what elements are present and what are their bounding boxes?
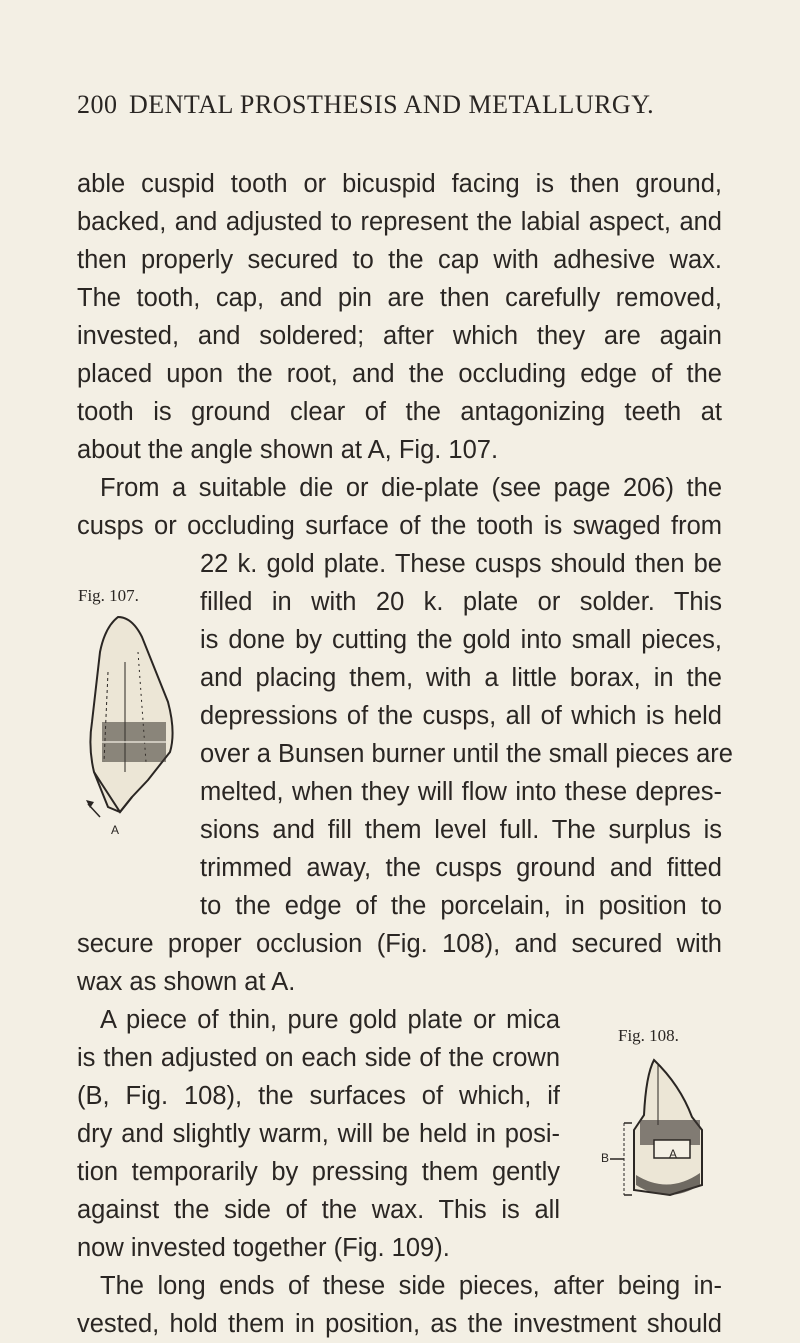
text-line: filled in with 20 k. plate or solder. This xyxy=(200,588,722,616)
text-line: now invested together (Fig. 109). xyxy=(77,1234,450,1262)
text-line: trimmed away, the cusps ground and fitted xyxy=(200,854,722,882)
running-header xyxy=(77,90,722,130)
figure-107-letter-a: A xyxy=(111,823,120,837)
figure-108-letter-a: A xyxy=(669,1147,678,1161)
text-line: The tooth, cap, and pin are then carefully removed, xyxy=(77,284,722,312)
text-line: is then adjusted on each side of the crown xyxy=(77,1044,560,1072)
text-line: tooth is ground clear of the antagonizing teeth at xyxy=(77,398,722,426)
text-line: about the angle shown at A, Fig. 107. xyxy=(77,436,499,464)
text-line: placed upon the root, and the occluding edge of the xyxy=(77,360,722,388)
running-title: DENTAL PROSTHESIS AND METALLURGY. xyxy=(129,90,655,119)
text-line: invested, and soldered; after which they are again xyxy=(77,322,722,350)
text-line: wax as shown at A. xyxy=(77,968,296,996)
text-line: tion temporarily by pressing them gently xyxy=(77,1158,560,1186)
text-line: depressions of the cusps, all of which is held xyxy=(200,702,722,730)
text-line: backed, and adjusted to represent the labial aspect, and xyxy=(77,208,722,236)
figure-108-illustration xyxy=(560,1055,710,1215)
text-line: From a suitable die or die-plate (see page 206) the xyxy=(100,474,722,502)
figure-108-letter-b: B xyxy=(601,1151,610,1165)
text-line: A piece of thin, pure gold plate or mica xyxy=(100,1006,560,1034)
page-number: 200 xyxy=(77,90,118,119)
text-line: secure proper occlusion (Fig. 108), and secured with xyxy=(77,930,722,958)
text-line: melted, when they will flow into these depres- xyxy=(200,778,722,806)
text-line: to the edge of the porcelain, in position to xyxy=(200,892,722,920)
text-line: and placing them, with a little borax, in the xyxy=(200,664,722,692)
text-line: (B, Fig. 108), the surfaces of which, if xyxy=(77,1082,560,1110)
text-line: over a Bunsen burner until the small pieces are xyxy=(200,740,733,768)
text-line: able cuspid tooth or bicuspid facing is then ground, xyxy=(77,170,722,198)
figure-107-label: Fig. 107. xyxy=(78,586,139,605)
text-line: sions and fill them level full. The surplus is xyxy=(200,816,722,844)
text-line: against the side of the wax. This is all xyxy=(77,1196,560,1224)
text-line: cusps or occluding surface of the tooth is swaged from xyxy=(77,512,722,540)
text-line: is done by cutting the gold into small pieces, xyxy=(200,626,722,654)
text-line: vested, hold them in position, as the investment should xyxy=(77,1310,722,1338)
figure-107-illustration xyxy=(80,612,190,822)
text-line: then properly secured to the cap with adhesive wax. xyxy=(77,246,722,274)
text-line: 22 k. gold plate. These cusps should then be xyxy=(200,550,722,578)
text-line: dry and slightly warm, will be held in posi- xyxy=(77,1120,560,1148)
figure-108-label: Fig. 108. xyxy=(618,1026,679,1045)
text-line: The long ends of these side pieces, after being in- xyxy=(100,1272,722,1300)
